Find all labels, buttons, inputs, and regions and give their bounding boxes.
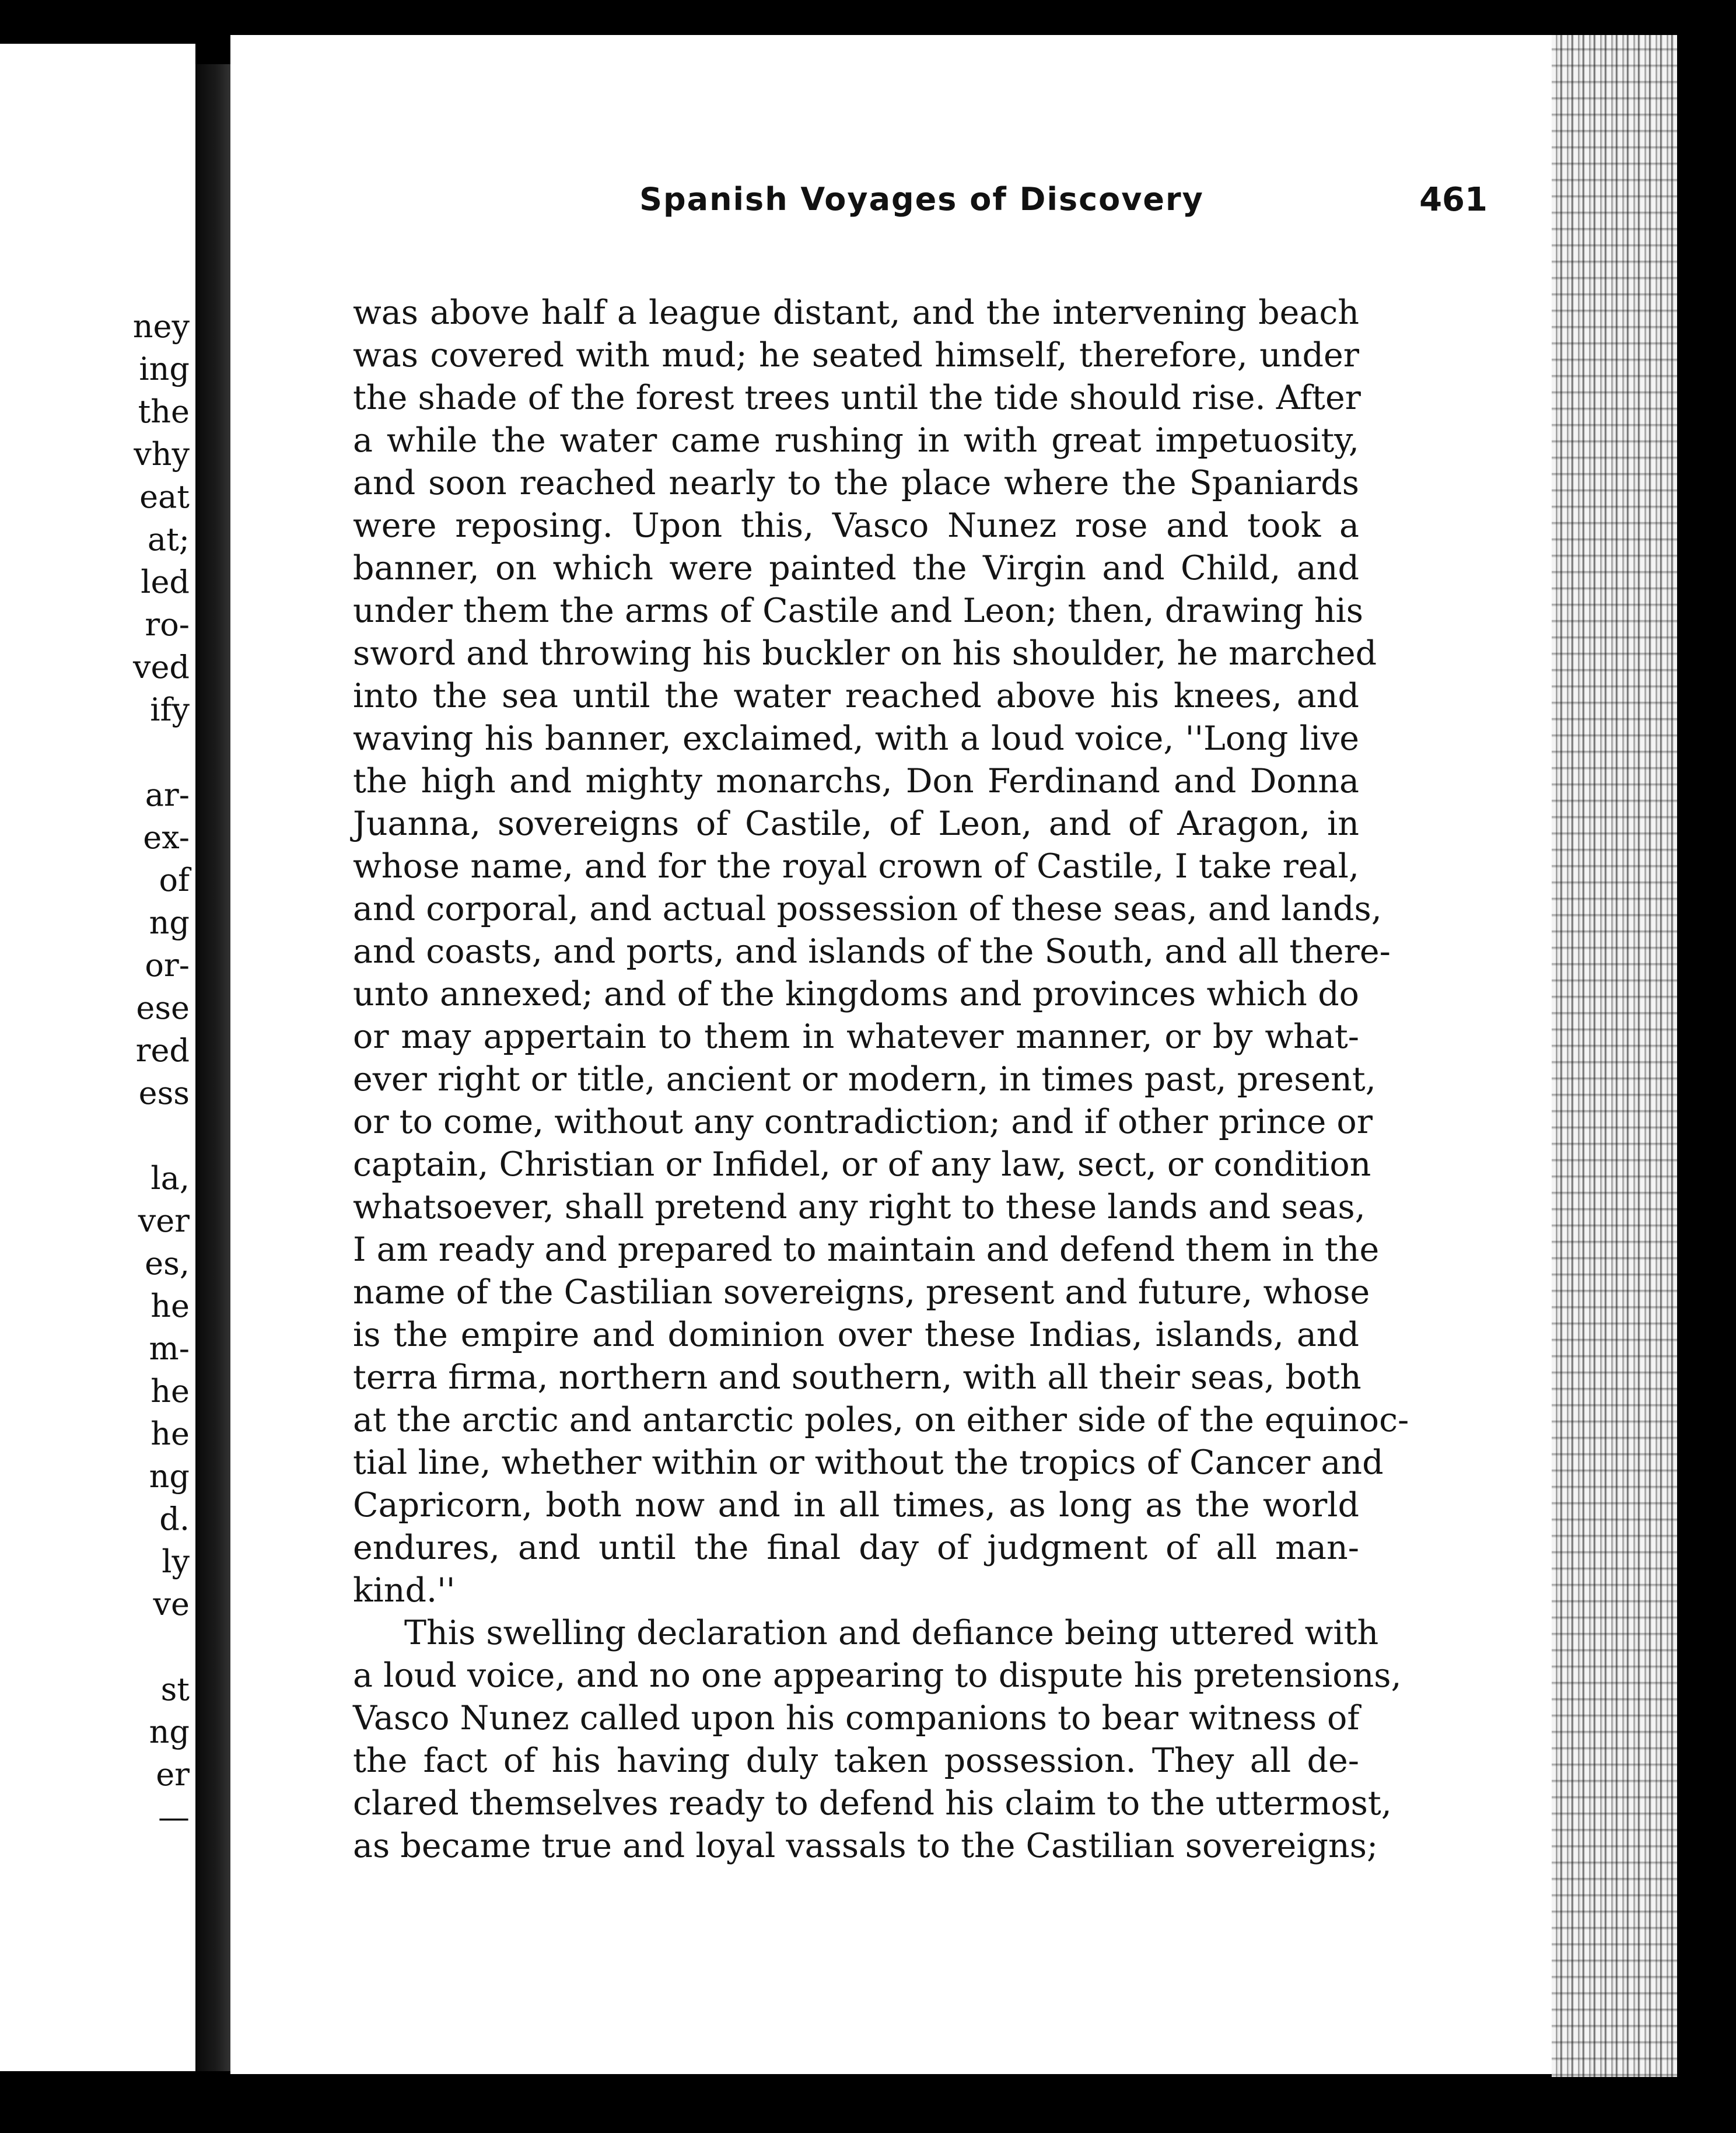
line-fragment: ar- bbox=[145, 777, 190, 813]
text-line: or to come, without any contradiction; and if other prince or bbox=[353, 1103, 1373, 1141]
text-line: into the sea until the water reached above his knees, and bbox=[353, 677, 1359, 715]
line-fragment: ve bbox=[153, 1586, 190, 1623]
line-fragment: he bbox=[150, 1373, 190, 1410]
line-fragment: er bbox=[156, 1756, 190, 1793]
line-fragment bbox=[133, 1114, 190, 1157]
text-line: Juanna, sovereigns of Castile, of Leon, and of Aragon, in bbox=[353, 805, 1359, 843]
text-line: ever right or title, ancient or modern, in times past, present, bbox=[353, 1060, 1376, 1099]
line-fragment: or- bbox=[145, 947, 190, 984]
text-line: Capricorn, both now and in all times, as long as the world bbox=[353, 1486, 1359, 1524]
text-line: and soon reached nearly to the place where the Spaniards bbox=[353, 464, 1359, 502]
line-fragment: m- bbox=[149, 1330, 190, 1367]
text-line: and coasts, and ports, and islands of the South, and all there- bbox=[353, 932, 1391, 971]
text-line: unto annexed; and of the kingdoms and provinces which do bbox=[353, 975, 1359, 1013]
line-fragment: d. bbox=[159, 1501, 190, 1537]
line-fragment: ese bbox=[136, 989, 190, 1026]
page-header bbox=[356, 181, 1488, 233]
line-fragment: eat bbox=[139, 478, 190, 515]
text-line: a loud voice, and no one appearing to dispute his pretensions, bbox=[353, 1656, 1402, 1695]
line-fragment bbox=[133, 1625, 190, 1668]
line-fragment: ng bbox=[149, 904, 190, 941]
line-fragment: ess bbox=[138, 1075, 190, 1111]
text-line: kind.'' bbox=[353, 1571, 456, 1610]
text-line: as became true and loyal vassals to the Castilian sovereigns; bbox=[353, 1827, 1378, 1865]
book-page bbox=[230, 35, 1566, 2074]
previous-page-line-ends bbox=[133, 305, 190, 1838]
text-line: banner, on which were painted the Virgin and Child, and bbox=[353, 549, 1359, 588]
text-line: was covered with mud; he seated himself, therefore, under bbox=[353, 336, 1359, 375]
text-line: waving his banner, exclaimed, with a loud voice, ''Long live bbox=[353, 719, 1359, 758]
page-number: 461 bbox=[1419, 181, 1488, 219]
text-line: terra firma, northern and southern, with all their seas, both bbox=[353, 1358, 1362, 1397]
line-fragment: la, bbox=[150, 1160, 190, 1197]
line-fragment: ng bbox=[149, 1714, 190, 1750]
line-fragment: he bbox=[150, 1288, 190, 1324]
text-line: under them the arms of Castile and Leon; then, drawing his bbox=[353, 592, 1364, 630]
line-fragment: led bbox=[141, 564, 190, 600]
text-line: the shade of the forest trees until the tide should rise. After bbox=[353, 379, 1361, 417]
text-line: whose name, and for the royal crown of Castile, I take real, bbox=[353, 847, 1359, 886]
text-line: were reposing. Upon this, Vasco Nunez rose and took a bbox=[353, 506, 1359, 545]
text-line: whatsoever, shall pretend any right to these lands and seas, bbox=[353, 1188, 1366, 1226]
line-fragment: es, bbox=[145, 1245, 190, 1282]
line-fragment: ney bbox=[132, 308, 190, 345]
line-fragment: — bbox=[158, 1799, 190, 1835]
page-edges bbox=[1552, 35, 1677, 2077]
line-fragment: of bbox=[159, 862, 190, 898]
text-line: name of the Castilian sovereigns, present and future, whose bbox=[353, 1273, 1370, 1312]
line-fragment: ng bbox=[149, 1458, 190, 1495]
line-fragment: the bbox=[138, 393, 190, 430]
line-fragment: ved bbox=[132, 649, 190, 686]
text-line: endures, and until the final day of judgment of all man- bbox=[353, 1529, 1359, 1567]
text-line: clared themselves ready to defend his claim to the uttermost, bbox=[353, 1784, 1392, 1823]
line-fragment: ify bbox=[150, 691, 190, 728]
text-line: or may appertain to them in whatever manner, or by what- bbox=[353, 1017, 1359, 1056]
line-fragment: ex- bbox=[143, 819, 190, 856]
text-line: the fact of his having duly taken possession. They all de- bbox=[353, 1742, 1359, 1780]
previous-page bbox=[0, 44, 195, 2071]
text-line: was above half a league distant, and the intervening beach bbox=[353, 293, 1359, 332]
line-fragment: ro- bbox=[145, 606, 190, 643]
line-fragment: he bbox=[150, 1415, 190, 1452]
line-fragment: at; bbox=[147, 521, 190, 558]
text-line: a while the water came rushing in with great impetuosity, bbox=[353, 421, 1359, 460]
text-line: I am ready and prepared to maintain and defend them in the bbox=[353, 1230, 1380, 1269]
line-fragment: ly bbox=[162, 1543, 190, 1580]
line-fragment: ing bbox=[139, 351, 190, 387]
text-line: This swelling declaration and defiance being uttered with bbox=[404, 1614, 1379, 1652]
line-fragment: red bbox=[135, 1032, 190, 1069]
line-fragment: st bbox=[160, 1671, 190, 1708]
text-line: tial line, whether within or without the tropics of Cancer and bbox=[353, 1443, 1384, 1482]
body-text bbox=[353, 292, 1409, 1868]
text-line: captain, Christian or Infidel, or of any law, sect, or condition bbox=[353, 1145, 1371, 1184]
text-line: Vasco Nunez called upon his companions to bear witness of bbox=[353, 1699, 1360, 1737]
book-spine bbox=[195, 64, 230, 2071]
line-fragment bbox=[133, 731, 190, 774]
text-line: the high and mighty monarchs, Don Ferdinand and Donna bbox=[353, 762, 1359, 800]
text-line: at the arctic and antarctic poles, on either side of the equinoc- bbox=[353, 1401, 1409, 1439]
text-line: sword and throwing his buckler on his shoulder, he marched bbox=[353, 634, 1377, 673]
text-line: is the empire and dominion over these Indias, islands, and bbox=[353, 1316, 1359, 1354]
text-line: and corporal, and actual possession of these seas, and lands, bbox=[353, 890, 1382, 928]
line-fragment: vhy bbox=[134, 436, 190, 473]
running-title: Spanish Voyages of Discovery bbox=[639, 181, 1204, 218]
line-fragment: ver bbox=[138, 1202, 190, 1239]
